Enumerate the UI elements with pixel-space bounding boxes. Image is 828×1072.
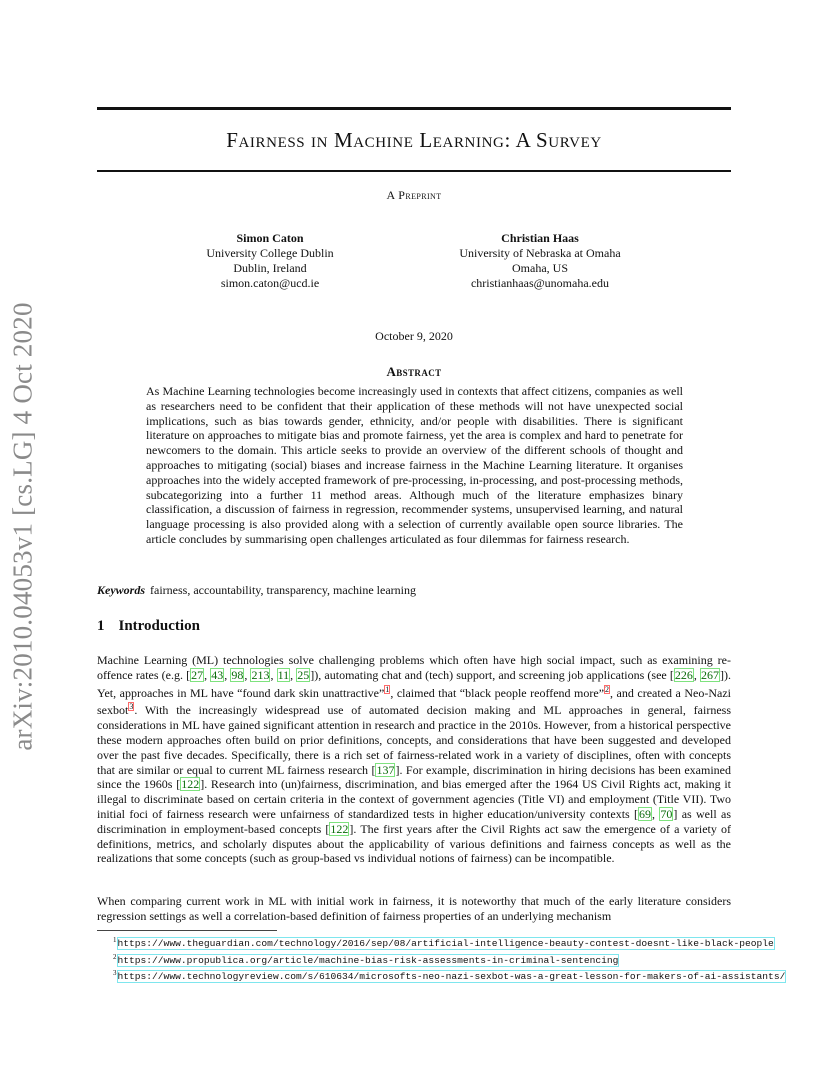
paragraph-text: ] as well as discrimination in employment-based concepts [ [97, 806, 731, 836]
paragraph-text: ]. The first years after the Civil Rights act saw the emergence of a variety of definitions, metrics, and scholarly disputes about the applicability of various definitions and fairness concepts as well as the realizations that some concepts (such as group-based vs individual notions of fairness) can be incompatible. [97, 821, 731, 866]
intro-paragraph-1: Machine Learning (ML) technologies solve challenging problems which often have high social impact, such as examining re-offence rates (e.g. [27, 43, 98, 213, 11, 25]), automating chat and (tech) support, and screening job applications (see [226, 267]). Yet, approaches in ML have “found dark skin unattractive”$^1$, claimed that “black people reoffend more”$^2$, and created a Neo-Nazi sexbot$^3$. With the increasingly widespread use of automated decision making and ML approaches in general, fairness considerations in ML have gained significant attention in research and practice in the 2010s. However, from a historical perspective these modern approaches often build on prior definitions, concepts, and considerations that have been suggested and developed over the past five decades. Specifically, there is a rich set of fairness-related work in a variety of disciplines, often with concepts that are similar or equal to current ML fairness research [137]. For example, discrimination in hiring decisions has been examined since the 1960s [122]. Research into (un)fairness, discrimination, and bias emerged after the 1964 US Civil Rights act, making it illegal to discriminate based on certain criteria in the context of government agencies (Title VI) and employment (Title VII). Two initial foci of fairness research were unfairness of standardized tests in higher education/university contexts [69, 70] as well as discrimination in employment-based concepts [122]. The first years after the Civil Rights act saw the emergence of a variety of definitions, metrics, and scholarly disputes about the applicability of various definitions and fairness concepts as well as the realizations that some concepts (such as group-based vs individual notions of fairness) can be incompatible. [97, 653, 732, 866]
preprint-label: A Preprint [386, 188, 442, 202]
title-bottom-rule [97, 170, 731, 172]
citation-link[interactable]: 226 [674, 667, 693, 682]
citation-link[interactable]: 267 [701, 667, 719, 682]
author-affiliation: University College Dublin [206, 246, 334, 260]
paragraph-text: ]), automating chat and (tech) support, and screening job applications (see [ [310, 667, 674, 682]
footnote-ref-3[interactable]: 3 [129, 702, 134, 712]
footnote-1 [113, 934, 828, 951]
author-block-2 [430, 231, 650, 291]
paper-title: Fairness in Machine Learning: A Survey [226, 128, 602, 152]
citation-link[interactable]: 70 [660, 806, 673, 821]
footnote-url-link[interactable]: https://www.propublica.org/article/machine-bias-risk-assessments-in-criminal-sentencing [117, 954, 619, 966]
arxiv-side-stamp [2, 296, 44, 756]
intro-paragraph-2: When comparing current work in ML with initial work in fairness, it is noteworthy that much of the early literature considers regression settings as well a correlation-based definition of fairness properties of an underlying mechanism [97, 894, 731, 923]
footnote-url-link[interactable]: https://www.theguardian.com/technology/2016/sep/08/artificial-intelligence-beauty-contest-doesnt-like-black-people [117, 938, 774, 949]
citation-link[interactable]: 213 [251, 667, 270, 682]
section-number: 1 [97, 618, 105, 634]
footnote-ref-2[interactable]: 2 [605, 684, 610, 694]
footnote-rule [97, 930, 277, 931]
keywords-text: fairness, accountability, transparency, machine learning [150, 583, 416, 597]
author-location: Dublin, Ireland [233, 261, 307, 275]
author-affiliation: University of Nebraska at Omaha [459, 246, 621, 260]
footnote-mark: 3 [113, 969, 117, 977]
paragraph-text: Machine Learning (ML) technologies solve challenging problems which often have high social impact, such as examining re-offence rates (e.g. [ [97, 653, 731, 682]
paragraph-text: , claimed that “black people reoffend more” [390, 685, 605, 700]
keywords-label: Keywords [97, 583, 145, 597]
abstract-text: As Machine Learning technologies become increasingly used in contexts that affect citizens, companies as well as researchers need to be confident that their application of these methods will not have unexpected social implications, such as bias towards gender, ethnicity, and/or people with disabilities. There is significant literature on approaches to mitigate bias and promote fairness, yet the area is complex and hard to penetrate for newcomers to the domain. This article seeks to provide an overview of the different schools of thought and approaches to mitigating (social) biases and increase fairness in the Machine Learning literature. It organises approaches into the widely accepted framework of pre-processing, in-processing, and post-processing methods, subcategorizing into a further 11 method areas. Although much of the literature emphasizes binary classification, a discussion of fairness in regression, recommender systems, unsupervised learning, and natural language processing is also provided along with a selection of currently available open source libraries. The article concludes by summarising open challenges articulated as four dilemmas for fairness research. [146, 384, 683, 546]
footnotes [113, 934, 828, 984]
citation-link[interactable]: 43 [211, 667, 224, 682]
title-top-rule [97, 107, 731, 110]
citation-link[interactable]: 137 [376, 762, 395, 777]
paper-date: October 9, 2020 [375, 329, 453, 343]
citation-link[interactable]: 69 [639, 806, 652, 821]
citation-link[interactable]: 98 [231, 667, 244, 682]
keywords-line [97, 583, 416, 598]
footnote-2 [113, 951, 828, 968]
paragraph-text: ]. For example, discrimination in hiring decisions has been examined since the 1960s [ [97, 762, 731, 792]
author-block-1 [180, 231, 360, 291]
paragraph-text: , and created a Neo-Nazi sexbot [97, 685, 732, 718]
footnote-ref-1[interactable]: 1 [385, 684, 390, 694]
citation-link[interactable]: 122 [181, 777, 200, 792]
author-name: Simon Caton [236, 231, 304, 245]
citation-link[interactable]: 122 [330, 821, 349, 836]
paragraph-text: . With the increasingly widespread use of automated decision making and ML approaches in general, fairness considerations in ML have gained significant attention in research and practice in the 2010s. However, from a historical perspective these modern approaches often build on prior definitions, concepts, and considerations that have been suggested and developed over the past five decades. Specifically, there is a rich set of fairness-related work in a variety of disciplines, often with concepts that are similar or equal to current ML fairness research [ [97, 703, 731, 777]
abstract-heading: Abstract [386, 364, 442, 379]
footnote-3 [113, 967, 828, 984]
author-email[interactable]: christianhaas@unomaha.edu [470, 276, 609, 290]
citation-link[interactable]: 25 [297, 667, 310, 682]
arxiv-identifier: arXiv:2010.04053v1 [cs.LG] 4 Oct 2020 [7, 301, 38, 751]
footnote-mark: 2 [113, 952, 117, 961]
section-heading [97, 618, 200, 635]
footnote-mark: 1 [113, 936, 117, 944]
citation-link[interactable]: 27 [191, 667, 204, 682]
paragraph-text: ]. Research into (un)fairness, discrimination, and bias emerged after the 1964 US Civil Rights act, making it illegal to discriminate based on certain criteria in the context of government agencies (Title VI) and employment (Title VII). Two initial foci of fairness research were unfairness of standardized tests in higher education/university contexts [ [97, 777, 731, 821]
author-name: Christian Haas [501, 231, 579, 245]
paragraph-text: ]). Yet, approaches in ML have “found dark skin unattractive” [97, 667, 731, 700]
author-location: Omaha, US [512, 261, 568, 275]
footnote-url-link[interactable]: https://www.technologyreview.com/s/610634/microsofts-neo-nazi-sexbot-was-a-great-lesson-for-makers-of-ai-assistants/ [117, 971, 786, 982]
citation-link[interactable]: 11 [277, 667, 290, 682]
section-title: Introduction [118, 618, 200, 634]
author-email[interactable]: simon.caton@ucd.ie [220, 276, 320, 290]
